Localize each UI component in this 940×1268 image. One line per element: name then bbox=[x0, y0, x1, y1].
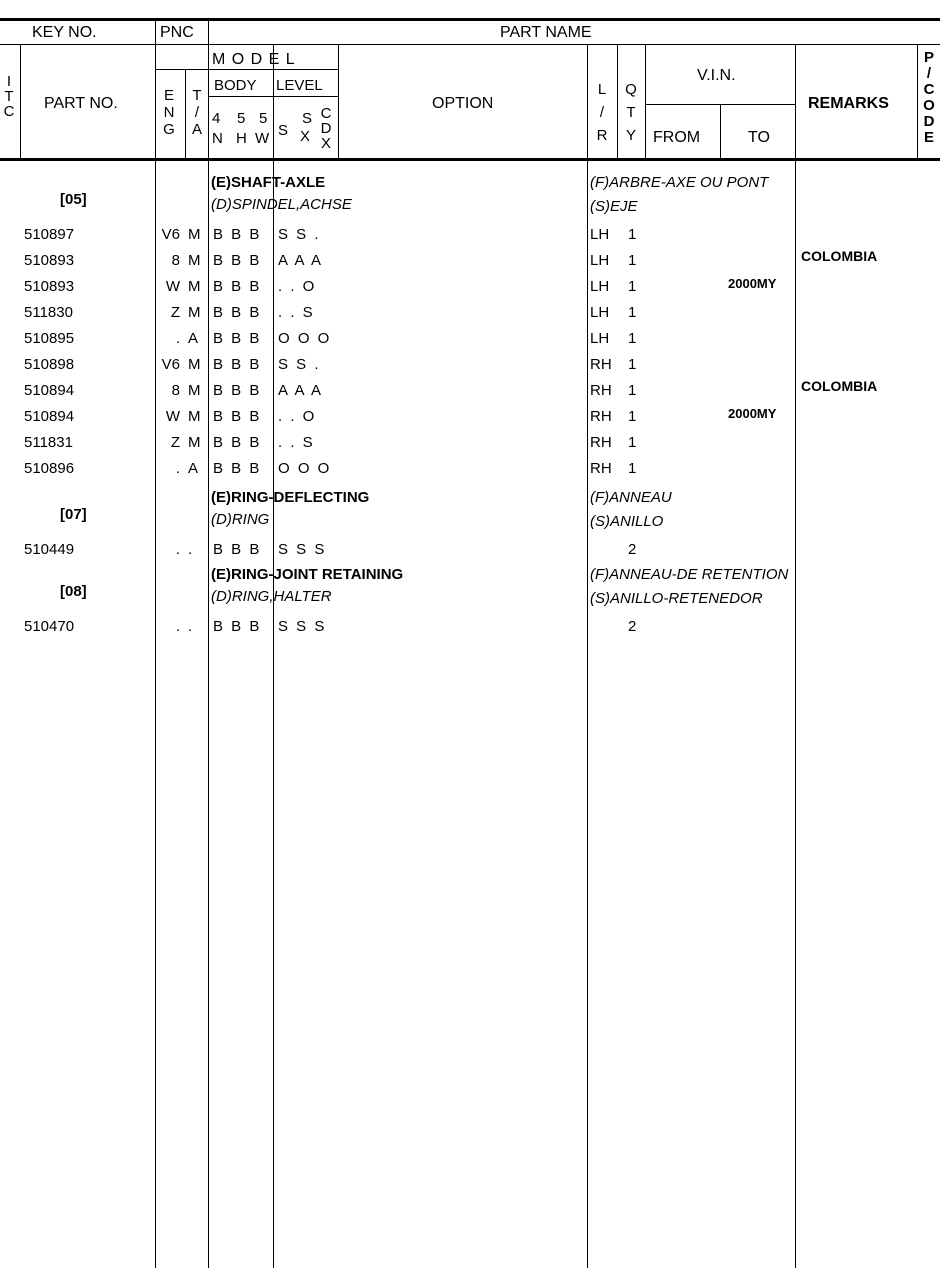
quantity: 1 bbox=[628, 226, 637, 243]
ta-code: M bbox=[188, 278, 201, 295]
lr-side: RH bbox=[590, 434, 612, 451]
part-number: 510893 bbox=[24, 278, 75, 295]
lr-side: LH bbox=[590, 278, 610, 295]
quantity: 1 bbox=[628, 382, 637, 399]
to-header: TO bbox=[748, 129, 770, 146]
body-codes: B B B bbox=[213, 356, 262, 373]
part-number: 510897 bbox=[24, 226, 75, 243]
eng-code: W bbox=[165, 278, 180, 295]
model-rule bbox=[155, 69, 338, 70]
quantity: 2 bbox=[628, 618, 637, 635]
level-codes: S S . bbox=[278, 226, 321, 243]
lr-side: RH bbox=[590, 460, 612, 477]
ta-header: T / A bbox=[191, 87, 202, 138]
level-sx-s: S bbox=[302, 110, 313, 127]
eng-code: . bbox=[175, 618, 180, 635]
body-h-header: H bbox=[236, 130, 247, 147]
lr-side: LH bbox=[590, 226, 610, 243]
vin-header: V.I.N. bbox=[697, 67, 736, 84]
eng-code: . bbox=[175, 541, 180, 558]
vin-remarks-divider bbox=[795, 44, 796, 1268]
body-codes: B B B bbox=[213, 382, 262, 399]
part-no-header: PART NO. bbox=[44, 95, 118, 112]
level-codes: S S . bbox=[278, 356, 321, 373]
quantity: 1 bbox=[628, 278, 637, 295]
itc-divider bbox=[20, 44, 21, 158]
body-header: BODY bbox=[214, 77, 257, 94]
ta-code: M bbox=[188, 434, 201, 451]
ta-code: M bbox=[188, 382, 201, 399]
body-5w-header: 5 bbox=[259, 110, 268, 127]
eng-code: . bbox=[175, 460, 180, 477]
body-level-divider bbox=[273, 44, 274, 1268]
quantity: 1 bbox=[628, 252, 637, 269]
level-codes: . . O bbox=[278, 408, 317, 425]
key-no: [07] bbox=[60, 506, 87, 523]
body-codes: B B B bbox=[213, 460, 262, 477]
lr-side: RH bbox=[590, 382, 612, 399]
eng-header: E N G bbox=[163, 87, 175, 138]
top-rule bbox=[0, 18, 940, 21]
body-codes: B B B bbox=[213, 304, 262, 321]
pnc-header: PNC bbox=[160, 24, 194, 41]
level-codes: . . S bbox=[278, 304, 315, 321]
lr-side: RH bbox=[590, 408, 612, 425]
model-option-divider bbox=[338, 44, 339, 158]
body-5-header: 5 bbox=[237, 110, 246, 127]
part-name-fr: (F)ARBRE-AXE OU PONT bbox=[590, 174, 769, 191]
pnc-divider bbox=[155, 19, 156, 1268]
option-lr-divider bbox=[587, 44, 588, 1268]
part-name-en: (E)RING-DEFLECTING bbox=[211, 489, 370, 506]
level-s-header: S bbox=[278, 122, 289, 139]
part-name-en: (E)RING-JOINT RETAINING bbox=[211, 566, 404, 583]
part-name-es: (S)ANILLO-RETENEDOR bbox=[590, 590, 763, 607]
option-header: OPTION bbox=[432, 95, 494, 112]
ta-code: A bbox=[188, 330, 199, 347]
quantity: 1 bbox=[628, 408, 637, 425]
ta-code: M bbox=[188, 226, 201, 243]
level-codes: S S S bbox=[278, 618, 327, 635]
lr-side: LH bbox=[590, 252, 610, 269]
part-number: 511830 bbox=[24, 304, 73, 321]
ta-code: M bbox=[188, 356, 201, 373]
lr-qty-divider bbox=[617, 44, 618, 158]
part-number: 510896 bbox=[24, 460, 75, 477]
quantity: 1 bbox=[628, 356, 637, 373]
remarks-text: COLOMBIA bbox=[801, 248, 878, 264]
body-codes: B B B bbox=[213, 226, 262, 243]
eng-code: V6 bbox=[161, 356, 180, 373]
body-codes: B B B bbox=[213, 408, 262, 425]
part-name-de: (D)RING,HALTER bbox=[211, 588, 332, 605]
part-number: 510470 bbox=[24, 618, 75, 635]
level-header: LEVEL bbox=[276, 77, 323, 94]
body-codes: B B B bbox=[213, 330, 262, 347]
level-codes: . . O bbox=[278, 278, 317, 295]
part-name-fr: (F)ANNEAU bbox=[590, 489, 672, 506]
header-bottom-rule bbox=[0, 158, 940, 161]
part-name-de: (D)SPINDEL,ACHSE bbox=[211, 196, 352, 213]
ta-code: . bbox=[188, 618, 193, 635]
part-number: 511831 bbox=[24, 434, 73, 451]
eng-code: . bbox=[175, 330, 180, 347]
remarks-text: COLOMBIA bbox=[801, 378, 878, 394]
eng-code: Z bbox=[170, 434, 180, 451]
key-no: [05] bbox=[60, 191, 87, 208]
header-rule-1 bbox=[0, 44, 940, 45]
eng-code: V6 bbox=[161, 226, 180, 243]
ta-code: M bbox=[188, 408, 201, 425]
remarks-pcode-divider bbox=[917, 44, 918, 158]
body-codes: B B B bbox=[213, 541, 262, 558]
lr-side: RH bbox=[590, 356, 612, 373]
vin-to: 2000MY bbox=[728, 406, 777, 421]
eng-code: Z bbox=[170, 304, 180, 321]
level-codes: . . S bbox=[278, 434, 315, 451]
part-number: 510449 bbox=[24, 541, 75, 558]
key-no: [08] bbox=[60, 583, 87, 600]
model-divider bbox=[208, 19, 209, 1268]
ta-code: A bbox=[188, 460, 199, 477]
part-number: 510894 bbox=[24, 382, 75, 399]
lr-side: LH bbox=[590, 304, 610, 321]
quantity: 1 bbox=[628, 460, 637, 477]
part-name-es: (S)ANILLO bbox=[590, 513, 664, 530]
part-name-es: (S)EJE bbox=[590, 198, 638, 215]
level-codes: O O O bbox=[278, 460, 332, 477]
body-codes: B B B bbox=[213, 252, 262, 269]
qty-vin-divider bbox=[645, 44, 646, 158]
part-number: 510894 bbox=[24, 408, 75, 425]
part-name-fr: (F)ANNEAU-DE RETENTION bbox=[590, 566, 789, 583]
level-codes: A A A bbox=[278, 382, 324, 399]
body-codes: B B B bbox=[213, 618, 262, 635]
lr-header: L / R bbox=[596, 81, 608, 144]
eng-code: 8 bbox=[171, 382, 180, 399]
eng-code: 8 bbox=[171, 252, 180, 269]
part-name-en: (E)SHAFT-AXLE bbox=[211, 174, 326, 191]
ta-code: . bbox=[188, 541, 193, 558]
vin-to: 2000MY bbox=[728, 276, 777, 291]
ta-code: M bbox=[188, 252, 201, 269]
part-name-de: (D)RING bbox=[211, 511, 270, 528]
model-header: M O D E L bbox=[212, 51, 296, 68]
key-no-header: KEY NO. bbox=[32, 24, 97, 41]
level-codes: O O O bbox=[278, 330, 332, 347]
eng-ta-divider bbox=[185, 69, 186, 158]
level-codes: S S S bbox=[278, 541, 327, 558]
remarks-header: REMARKS bbox=[808, 95, 889, 112]
part-number: 510895 bbox=[24, 330, 75, 347]
quantity: 1 bbox=[628, 330, 637, 347]
pcode-header: P / C O D E bbox=[923, 49, 935, 146]
level-codes: A A A bbox=[278, 252, 324, 269]
part-number: 510898 bbox=[24, 356, 75, 373]
part-number: 510893 bbox=[24, 252, 75, 269]
qty-header: Q T Y bbox=[625, 81, 637, 144]
from-header: FROM bbox=[653, 129, 701, 146]
level-cdx-header: C D X bbox=[320, 105, 332, 152]
ta-code: M bbox=[188, 304, 201, 321]
itc-header: I T C bbox=[3, 73, 15, 120]
lr-side: LH bbox=[590, 330, 610, 347]
body-codes: B B B bbox=[213, 434, 262, 451]
from-to-divider bbox=[720, 104, 721, 158]
quantity: 1 bbox=[628, 304, 637, 321]
eng-code: W bbox=[165, 408, 180, 425]
level-sx-x: X bbox=[300, 128, 311, 145]
body-codes: B B B bbox=[213, 278, 262, 295]
body-n-header: N bbox=[212, 130, 223, 147]
quantity: 1 bbox=[628, 434, 637, 451]
body-4-header: 4 bbox=[212, 110, 221, 127]
quantity: 2 bbox=[628, 541, 637, 558]
part-name-header: PART NAME bbox=[500, 24, 592, 41]
body-w-header: W bbox=[255, 130, 270, 147]
